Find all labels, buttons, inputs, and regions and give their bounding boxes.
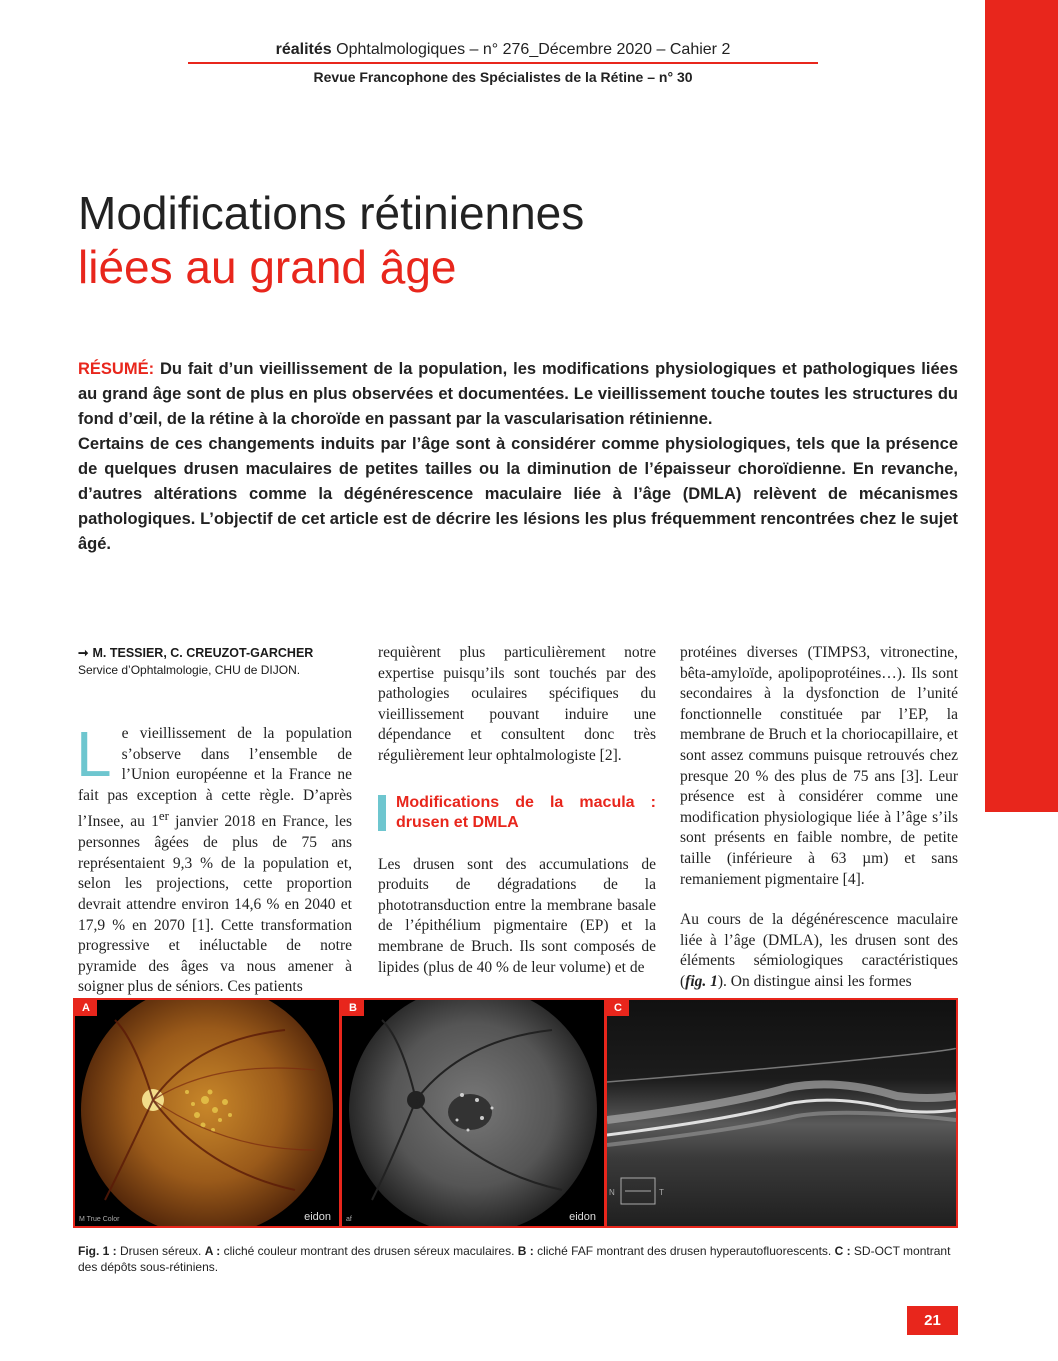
col1-superscript: er xyxy=(158,808,169,824)
article-title xyxy=(78,186,584,294)
author-names-line xyxy=(78,645,348,660)
caption-c-text: SD-OCT montrant des dépôts sous-rétiniens. xyxy=(78,1244,951,1274)
panel-b-faf xyxy=(342,1000,604,1226)
caption-a-label: A : xyxy=(204,1244,221,1258)
panel-b-label: B xyxy=(342,1000,364,1016)
paragraph-gap xyxy=(680,890,958,910)
col1-text-a: e vieillissement de la population s’observe dans l’ensemble de l’Union européenne et la France ne fait pas exception à cette règle. D’après l’Insee, au 1 xyxy=(78,725,352,831)
panel-b-mode: af xyxy=(346,1216,352,1223)
col3-text-b: ). On distingue ainsi les formes xyxy=(717,972,912,990)
panel-a-color-fundus xyxy=(75,1000,339,1226)
abstract-para-2: Certains de ces changements induits par l’âge sont à considérer comme physiologiques, tels que la présence de quelques drusen maculaires de petites tailles ou la diminution de l’épaisseur choroïdienne. En revanche, d’autres altérations comme la dégénérescence maculaire liée à l’âge (DMLA) relèvent de mécanismes pathologiques. L’objectif de cet article est de décrire les lésions les plus fréquemment rencontrées chez le sujet âgé. xyxy=(78,435,958,553)
caption-a-text: cliché couleur montrant des drusen séreux maculaires. xyxy=(220,1244,518,1258)
caption-label: Fig. 1 : xyxy=(78,1244,117,1258)
intro-paragraph xyxy=(76,718,352,998)
panel-a-label: A xyxy=(75,1000,97,1016)
caption-intro: Drusen séreux. xyxy=(116,1244,205,1258)
abstract-text-1: Du fait d’un vieillissement de la population, les modifications physiologiques et pathologiques liées au grand âge sont de plus en plus observées et documentées. Le vieillissement touche toutes les structures du fond d’œil, de la rétine à la choroïde en passant par la vascularisation rétinienne. xyxy=(78,360,958,428)
col1-text-b: janvier 2018 en France, les personnes âgées de plus de 75 ans représentaient 9,3 % de la population et, selon les projections, cette proportion devrait attendre environ 14,6 % en 2040 et 17,9 % en 2070 [1]. Cette transformation progressive et inéluctable de notre pyramide des âges va nous amener à soigner plus de séniors. Ces patients xyxy=(78,813,352,996)
body-column-1 xyxy=(76,718,352,998)
page-number: 21 xyxy=(907,1306,958,1335)
caption-b-text: cliché FAF montrant des drusen hyperautofluorescents. xyxy=(533,1244,835,1258)
abstract-para-1 xyxy=(78,357,958,432)
abstract xyxy=(78,357,958,557)
journal-header xyxy=(188,41,818,59)
oct-nasal-label: N xyxy=(609,1188,615,1197)
arrow-icon: ➞ xyxy=(78,646,89,660)
author-names: M. TESSIER, C. CREUZOT-GARCHER xyxy=(92,646,314,660)
abstract-label: RÉSUMÉ: xyxy=(78,360,155,378)
figure-1 xyxy=(73,998,958,1228)
col2-paragraph-2: Les drusen sont des accumulations de produits de dégradations de la phototransduction entre la membrane basale de l’épithélium pigmentaire (EP) et la membrane de Bruch. Ils sont composés de lipides (plus de 40 % de leur volume) et de xyxy=(378,855,656,976)
oct-scan-image xyxy=(607,1000,956,1226)
dropcap: L xyxy=(76,718,112,790)
journal-brand: réalités xyxy=(275,41,332,58)
oct-temporal-label: T xyxy=(659,1188,664,1197)
panel-c-oct xyxy=(607,1000,956,1226)
col2-paragraph-1: requièrent plus particulièrement notre expertise puisqu’ils sont touchés par des pathologies oculaires spécifiques du vieillissement pouvant induire une dépendance et consultent donc très régulièrement leur ophtalmologiste [2]. xyxy=(378,644,656,764)
title-line-1: Modifications rétiniennes xyxy=(78,187,585,239)
panel-a-mode: M True Color xyxy=(79,1216,120,1223)
col3-paragraph-1: protéines diverses (TIMPS3, vitronectine, bêta-amyloïde, apolipoprotéines…). Ils sont secondaires à la dysfonction de l’unité fonctionnelle constituée par l’EP, la membrane de Bruch et la choriocapillaire, et sont assez communs puisque retrouvés chez presque 20 % des plus de 75 ans [3]. Leur présence est à considérer comme une modification physiologique liée à l’âge s’ils sont présents en faible nombre, de petite taille (inférieure à 63 µm) et sans remaniement pigmentaire [4]. xyxy=(680,644,958,888)
col3-text-a: Au cours de la dégénérescence maculaire liée à l’âge (DMLA), les drusen sont des éléments sémiologiques caractéristiques ( xyxy=(680,911,958,990)
header-rule xyxy=(188,62,818,64)
figure-caption xyxy=(78,1243,958,1275)
panel-b-brand: eidon xyxy=(569,1211,596,1223)
panel-c-label: C xyxy=(607,1000,629,1016)
side-color-bar xyxy=(985,0,1058,812)
title-line-2: liées au grand âge xyxy=(78,241,457,293)
author-affiliation: Service d’Ophtalmologie, CHU de DIJON. xyxy=(78,663,301,677)
caption-b-label: B : xyxy=(517,1244,534,1258)
journal-subtitle: Revue Francophone des Spécialistes de la Rétine – n° 30 xyxy=(313,69,693,85)
col3-paragraph-2 xyxy=(680,910,958,992)
body-column-3 xyxy=(680,643,958,993)
body-column-2 xyxy=(378,643,656,978)
section-heading: Modifications de la macula : drusen et DMLA xyxy=(378,793,656,833)
panel-a-brand: eidon xyxy=(304,1211,331,1223)
figure-reference: fig. 1 xyxy=(685,972,718,990)
color-fundus-image xyxy=(75,1000,339,1226)
caption-c-label: C : xyxy=(834,1244,851,1258)
author-block xyxy=(78,645,348,677)
journal-issue: Ophtalmologiques – n° 276_Décembre 2020 – Cahier 2 xyxy=(331,41,731,58)
faf-image xyxy=(342,1000,604,1226)
